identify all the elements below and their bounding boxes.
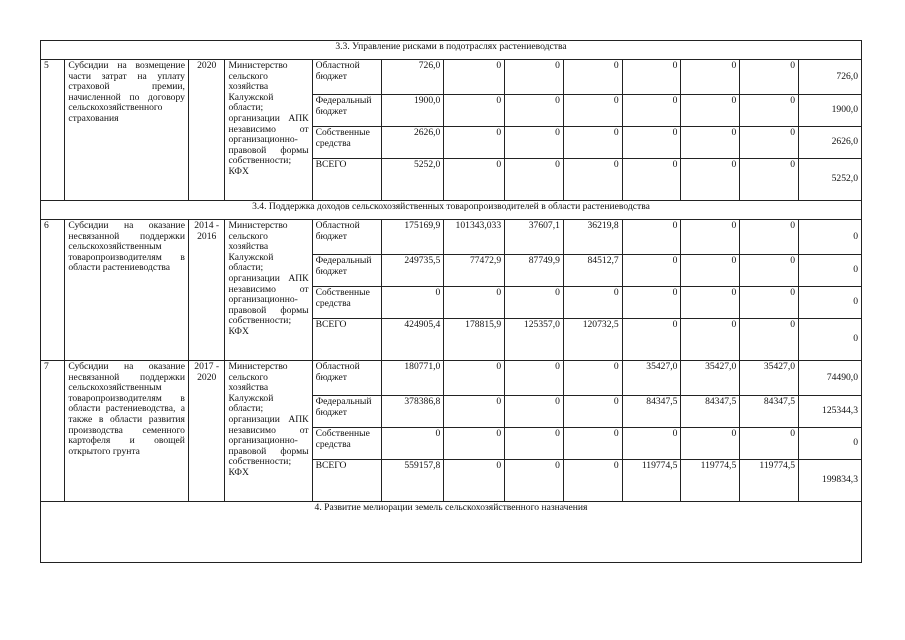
funding-value: 119774,5 — [681, 460, 740, 502]
funding-value: 199834,3 — [799, 460, 862, 502]
funding-source-label: Областной бюджет — [312, 220, 381, 255]
funding-value: 726,0 — [799, 60, 862, 95]
funding-source-label: Федеральный бюджет — [312, 255, 381, 287]
executor-name: Министерство сельского хозяйства Калужской области; организации АПК независимо от организационно-правовой формы собственности; КФХ — [225, 361, 312, 502]
funding-value: 0 — [444, 287, 505, 319]
funding-value: 0 — [563, 428, 622, 460]
funding-value: 0 — [505, 361, 564, 396]
measure-name: Субсидии на оказание несвязанной поддержки сельскохозяйственным товаропроизводителям в области растениеводства, а также в области развития производства семенного картофеля и овощей открытого грунта — [65, 361, 189, 502]
funding-source-label: Федеральный бюджет — [312, 396, 381, 428]
funding-source-label: ВСЕГО — [312, 460, 381, 502]
funding-value: 0 — [563, 60, 622, 95]
funding-value: 119774,5 — [740, 460, 799, 502]
funding-value: 5252,0 — [381, 159, 444, 201]
funding-value: 0 — [444, 428, 505, 460]
implementation-years: 2020 — [188, 60, 224, 201]
funding-value: 0 — [681, 159, 740, 201]
funding-value: 87749,9 — [505, 255, 564, 287]
funding-value: 0 — [444, 127, 505, 159]
funding-value: 0 — [381, 428, 444, 460]
measure-name: Субсидии на возмещение части затрат на уплату страховой премии, начисленной по договору сельскохозяйственного страхования — [65, 60, 189, 201]
program-table — [40, 40, 862, 563]
funding-value: 0 — [444, 95, 505, 127]
section-title: 3.4. Поддержка доходов сельскохозяйственных товаропроизводителей в области растениеводства — [41, 201, 862, 220]
funding-value: 0 — [799, 220, 862, 255]
funding-source-label: ВСЕГО — [312, 319, 381, 361]
implementation-years: 2017 - 2020 — [188, 361, 224, 502]
funding-value: 0 — [681, 95, 740, 127]
funding-source-label: Областной бюджет — [312, 361, 381, 396]
funding-value: 0 — [681, 319, 740, 361]
funding-value: 0 — [740, 220, 799, 255]
funding-value: 84347,5 — [681, 396, 740, 428]
funding-value: 0 — [622, 428, 681, 460]
funding-value: 0 — [681, 428, 740, 460]
funding-value: 424905,4 — [381, 319, 444, 361]
funding-value: 0 — [622, 220, 681, 255]
funding-value: 125344,3 — [799, 396, 862, 428]
executor-name: Министерство сельского хозяйства Калужской области; организации АПК независимо от организационно-правовой формы собственности; КФХ — [225, 220, 312, 361]
funding-value: 0 — [505, 460, 564, 502]
table-row — [41, 60, 862, 95]
implementation-years: 2014 - 2016 — [188, 220, 224, 361]
row-number: 7 — [41, 361, 65, 502]
measure-name: Субсидии на оказание несвязанной поддержки сельскохозяйственным товаропроизводителям в области растениеводства — [65, 220, 189, 361]
funding-source-label: Собственные средства — [312, 428, 381, 460]
funding-value: 0 — [444, 60, 505, 95]
funding-value: 0 — [563, 396, 622, 428]
funding-value: 0 — [563, 460, 622, 502]
section-title: 4. Развитие мелиорации земель сельскохозяйственного назначения — [41, 502, 862, 563]
funding-value: 0 — [505, 287, 564, 319]
funding-value: 0 — [622, 127, 681, 159]
funding-value: 1900,0 — [799, 95, 862, 127]
funding-value: 178815,9 — [444, 319, 505, 361]
funding-value: 249735,5 — [381, 255, 444, 287]
funding-value: 0 — [740, 287, 799, 319]
funding-value: 0 — [563, 95, 622, 127]
funding-value: 0 — [563, 361, 622, 396]
funding-value: 180771,0 — [381, 361, 444, 396]
funding-value: 0 — [444, 460, 505, 502]
funding-value: 0 — [799, 255, 862, 287]
funding-value: 0 — [681, 220, 740, 255]
funding-value: 0 — [563, 287, 622, 319]
funding-value: 84512,7 — [563, 255, 622, 287]
funding-value: 175169,9 — [381, 220, 444, 255]
funding-value: 0 — [681, 60, 740, 95]
funding-value: 0 — [740, 127, 799, 159]
funding-source-label: Федеральный бюджет — [312, 95, 381, 127]
funding-value: 84347,5 — [740, 396, 799, 428]
section-header-3-4 — [41, 201, 862, 220]
funding-value: 726,0 — [381, 60, 444, 95]
funding-value: 35427,0 — [622, 361, 681, 396]
funding-value: 125357,0 — [505, 319, 564, 361]
funding-value: 0 — [505, 95, 564, 127]
funding-value: 77472,9 — [444, 255, 505, 287]
funding-value: 0 — [740, 60, 799, 95]
funding-value: 101343,033 — [444, 220, 505, 255]
funding-value: 0 — [622, 255, 681, 287]
funding-value: 0 — [622, 319, 681, 361]
funding-value: 0 — [444, 396, 505, 428]
funding-value: 0 — [505, 159, 564, 201]
funding-value: 0 — [740, 255, 799, 287]
funding-value: 84347,5 — [622, 396, 681, 428]
funding-value: 0 — [444, 159, 505, 201]
funding-value: 37607,1 — [505, 220, 564, 255]
funding-value: 0 — [799, 319, 862, 361]
funding-value: 0 — [799, 428, 862, 460]
funding-value: 2626,0 — [799, 127, 862, 159]
funding-source-label: Собственные средства — [312, 127, 381, 159]
section-header-3-3 — [41, 41, 862, 60]
funding-value: 0 — [381, 287, 444, 319]
row-number: 6 — [41, 220, 65, 361]
funding-value: 36219,8 — [563, 220, 622, 255]
row-number: 5 — [41, 60, 65, 201]
funding-value: 0 — [505, 428, 564, 460]
funding-value: 0 — [799, 287, 862, 319]
funding-value: 378386,8 — [381, 396, 444, 428]
funding-value: 0 — [681, 287, 740, 319]
funding-value: 0 — [681, 255, 740, 287]
funding-value: 35427,0 — [681, 361, 740, 396]
funding-value: 0 — [740, 95, 799, 127]
funding-source-label: Областной бюджет — [312, 60, 381, 95]
funding-value: 0 — [505, 60, 564, 95]
funding-value: 0 — [740, 159, 799, 201]
funding-value: 0 — [563, 159, 622, 201]
section-title: 3.3. Управление рисками в подотраслях растениеводства — [41, 41, 862, 60]
table-row — [41, 220, 862, 255]
funding-value: 0 — [622, 159, 681, 201]
funding-source-label: Собственные средства — [312, 287, 381, 319]
funding-value: 0 — [505, 127, 564, 159]
executor-name: Министерство сельского хозяйства Калужской области; организации АПК независимо от организационно-правовой формы собственности; КФХ — [225, 60, 312, 201]
funding-value: 0 — [740, 428, 799, 460]
funding-source-label: ВСЕГО — [312, 159, 381, 201]
funding-value: 0 — [622, 287, 681, 319]
funding-value: 35427,0 — [740, 361, 799, 396]
funding-value: 74490,0 — [799, 361, 862, 396]
funding-value: 0 — [740, 319, 799, 361]
funding-value: 5252,0 — [799, 159, 862, 201]
section-header-4 — [41, 502, 862, 563]
table-body — [41, 41, 862, 563]
funding-value: 559157,8 — [381, 460, 444, 502]
funding-value: 0 — [622, 95, 681, 127]
funding-value: 0 — [622, 60, 681, 95]
funding-value: 119774,5 — [622, 460, 681, 502]
funding-value: 0 — [681, 127, 740, 159]
funding-value: 2626,0 — [381, 127, 444, 159]
funding-value: 0 — [505, 396, 564, 428]
funding-value: 1900,0 — [381, 95, 444, 127]
funding-value: 0 — [444, 361, 505, 396]
table-row — [41, 361, 862, 396]
funding-value: 120732,5 — [563, 319, 622, 361]
funding-value: 0 — [563, 127, 622, 159]
